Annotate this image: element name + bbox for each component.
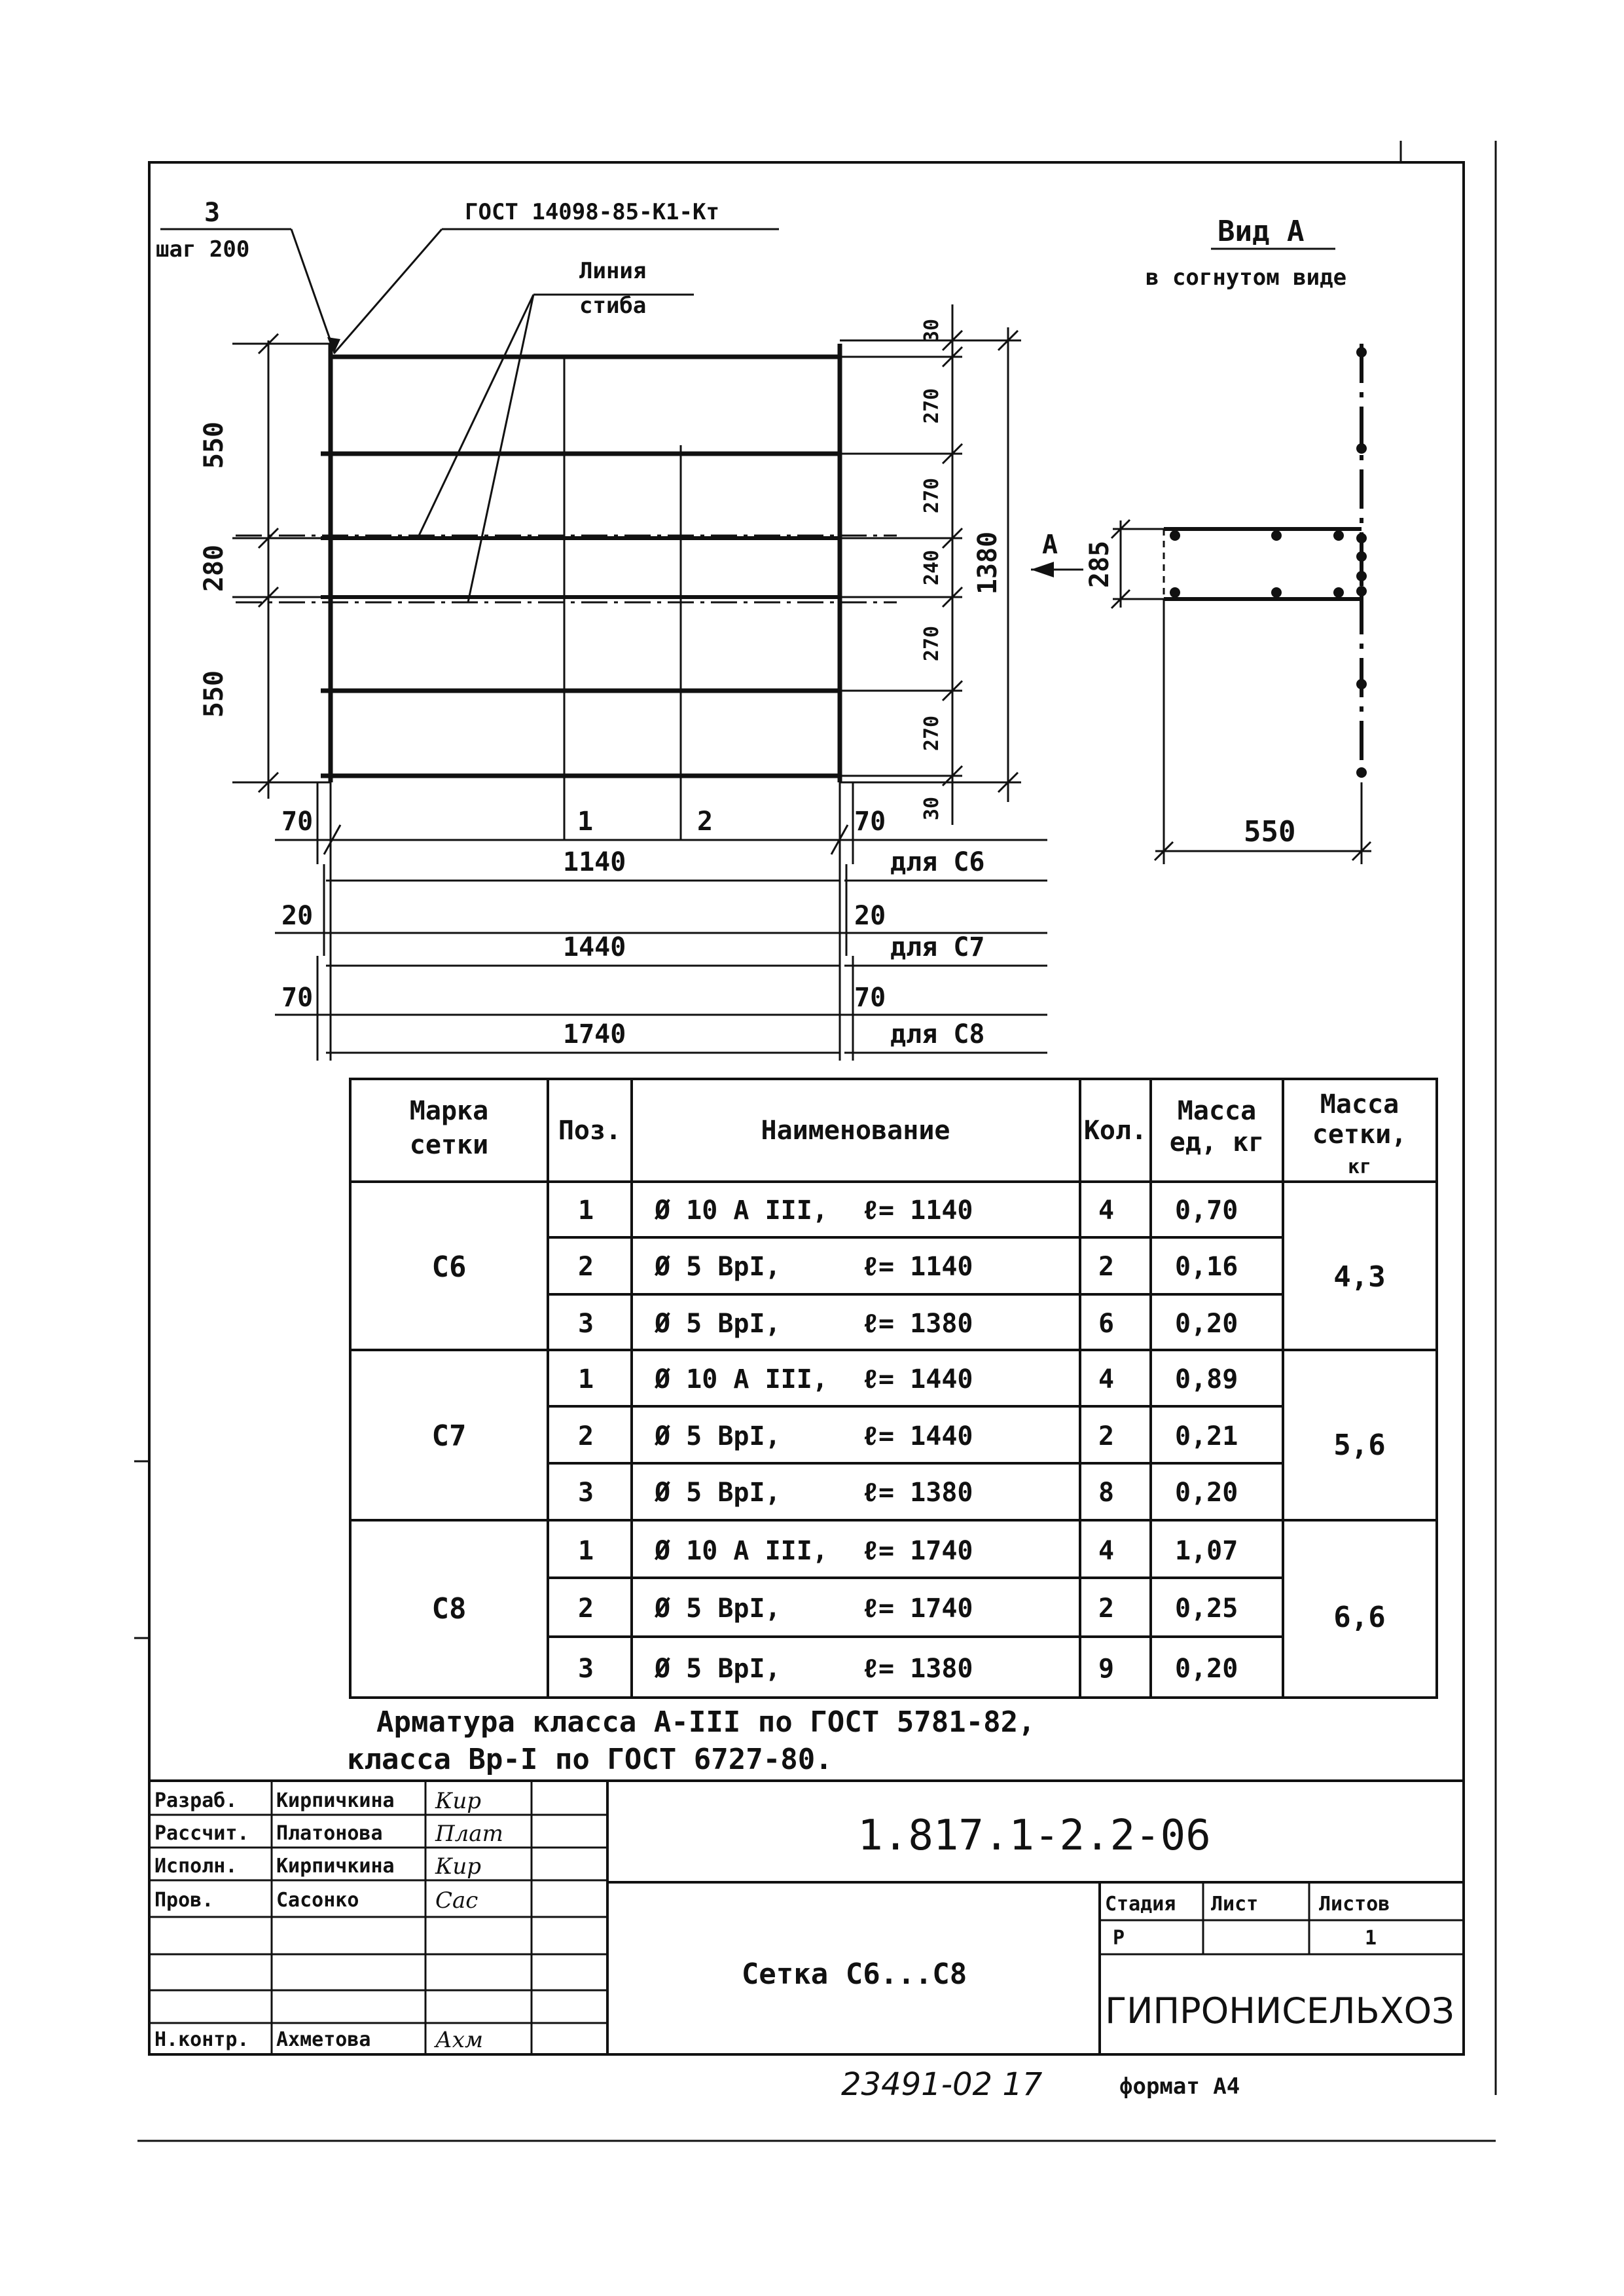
header-mass-mesh-2: сетки, [1312, 1120, 1407, 1150]
c7-row1-qty: 4 [1098, 1364, 1115, 1394]
c8-row1-unit: 1,07 [1175, 1536, 1238, 1566]
c7-row2-pos: 2 [577, 1421, 594, 1451]
c6-row3-pos: 3 [577, 1309, 594, 1339]
view-title: Вид А [1218, 215, 1305, 248]
c8-row1-qty: 4 [1098, 1536, 1115, 1566]
name-3: Кирпичкина [276, 1855, 395, 1878]
c6-row3-name: Ø 5 ВрI, [655, 1309, 781, 1339]
dim-right-7: 30 [920, 796, 943, 821]
dim-view-550: 550 [1244, 815, 1296, 848]
sheets-value: 1 [1365, 1927, 1377, 1950]
c6-row2-pos: 2 [577, 1252, 594, 1282]
header-mark-1: Марка [409, 1096, 489, 1126]
position-label-1: 1 [577, 807, 594, 837]
role-8: Н.контр. [154, 2028, 249, 2051]
width-row-3-margin-right: 70 [854, 983, 886, 1013]
group-c8-mass: 6,6 [1333, 1601, 1386, 1634]
dim-top-550: 550 [199, 421, 229, 469]
header-qty: Кол. [1083, 1116, 1147, 1146]
view-arrow [1031, 562, 1083, 577]
c8-row2-qty: 2 [1098, 1594, 1115, 1624]
role-3: Исполн. [154, 1855, 238, 1878]
c6-row3-unit: 0,20 [1175, 1309, 1238, 1339]
note-line-1: Арматура класса А-III по ГОСТ 5781-82, [376, 1705, 1036, 1739]
group-c8-mark: С8 [431, 1592, 467, 1626]
c7-row2-unit: 0,21 [1175, 1421, 1238, 1451]
group-c6-mark: С6 [431, 1250, 467, 1284]
width-row-3-label: для С8 [890, 1019, 985, 1049]
c7-row3-unit: 0,20 [1175, 1478, 1238, 1508]
sheet-label: Лист [1211, 1893, 1259, 1916]
inventory-number: 23491-02 17 [841, 2066, 1043, 2103]
c6-row1-len: ℓ= 1140 [863, 1195, 973, 1226]
bend-line-label-2: стиба [579, 293, 647, 319]
organization: ГИПРОНИСЕЛЬХОЗ [1105, 1990, 1454, 2032]
c8-row2-pos: 2 [577, 1594, 594, 1624]
c6-row2-unit: 0,16 [1175, 1252, 1238, 1282]
dim-right-6: 270 [920, 715, 943, 752]
c6-row2-len: ℓ= 1140 [863, 1252, 973, 1282]
sheets-label: Листов [1319, 1893, 1390, 1916]
callout-position-3: 3 [204, 198, 221, 228]
c6-row1-name: Ø 10 А III, [655, 1195, 828, 1226]
sheet-format: формат А4 [1119, 2073, 1240, 2100]
header-mark-2: сетки [409, 1130, 489, 1160]
signature-4: Сас [435, 1887, 478, 1914]
header-mass-mesh-1: Масса [1320, 1089, 1399, 1120]
bend-line-label-1: Линия [579, 258, 647, 284]
role-2: Рассчит. [154, 1822, 249, 1845]
dim-total-height: 1380 [973, 531, 1003, 595]
dim-right-5: 270 [920, 625, 943, 662]
c8-row2-unit: 0,25 [1175, 1594, 1238, 1624]
width-row-2-margin-right: 20 [854, 901, 886, 931]
c7-row3-qty: 8 [1098, 1478, 1115, 1508]
header-mass-mesh-3: кг [1347, 1156, 1372, 1178]
c7-row1-len: ℓ= 1440 [863, 1364, 973, 1394]
dim-right-3: 270 [920, 477, 943, 514]
name-2: Платонова [276, 1822, 383, 1845]
c6-row2-qty: 2 [1098, 1252, 1115, 1282]
group-c7-mass: 5,6 [1333, 1429, 1386, 1462]
view-arrow-label: А [1042, 530, 1058, 560]
role-1: Разраб. [154, 1789, 238, 1812]
c8-row2-name: Ø 5 ВрI, [655, 1594, 781, 1624]
left-dimension-chain [232, 334, 331, 799]
signature-2: Плат [435, 1821, 503, 1847]
dim-mid-280: 280 [199, 544, 229, 592]
c8-row3-pos: 3 [577, 1654, 594, 1684]
c8-row3-unit: 0,20 [1175, 1654, 1238, 1684]
c7-row2-name: Ø 5 ВрI, [655, 1421, 781, 1451]
group-c6-mass: 4,3 [1333, 1260, 1386, 1294]
bent-mesh-view [1111, 344, 1371, 864]
group-c7-mark: С7 [431, 1419, 467, 1453]
c7-row1-pos: 1 [577, 1364, 594, 1394]
c6-row3-qty: 6 [1098, 1309, 1115, 1339]
mesh-plan [236, 344, 897, 782]
signature-1: Кир [435, 1788, 481, 1814]
view-subtitle: в согнутом виде [1146, 264, 1347, 291]
header-name: Наименование [761, 1116, 950, 1146]
header-mass-unit-1: Масса [1177, 1096, 1257, 1126]
dim-bot-550: 550 [199, 670, 229, 718]
c8-row1-pos: 1 [577, 1536, 594, 1566]
c7-row1-unit: 0,89 [1175, 1364, 1238, 1394]
callout-step: шаг 200 [156, 236, 250, 263]
c7-row1-name: Ø 10 А III, [655, 1364, 828, 1394]
signature-3: Кир [435, 1853, 481, 1880]
c8-row2-len: ℓ= 1740 [863, 1594, 973, 1624]
name-8: Ахметова [276, 2028, 371, 2051]
width-row-1-margin-left: 70 [281, 807, 314, 837]
c8-row1-name: Ø 10 А III, [655, 1536, 828, 1566]
c7-row3-name: Ø 5 ВрI, [655, 1478, 781, 1508]
c8-row3-name: Ø 5 ВрI, [655, 1654, 781, 1684]
document-code: 1.817.1-2.2-06 [857, 1812, 1211, 1860]
c6-row2-name: Ø 5 ВрI, [655, 1252, 781, 1282]
width-row-1-length: 1140 [563, 847, 626, 877]
c8-row1-len: ℓ= 1740 [863, 1536, 973, 1566]
dim-view-285: 285 [1085, 540, 1115, 589]
c8-row3-qty: 9 [1098, 1654, 1115, 1684]
stage-label: Стадия [1105, 1893, 1176, 1916]
drawing-title: Сетка С6...С8 [741, 1958, 967, 1991]
width-row-3-margin-left: 70 [281, 983, 314, 1013]
width-row-1-label: для С6 [890, 847, 985, 877]
width-row-2-length: 1440 [563, 932, 626, 962]
position-label-2: 2 [697, 807, 713, 837]
header-pos: Поз. [558, 1116, 622, 1146]
width-row-1-margin-right: 70 [854, 807, 886, 837]
note-line-2: класса Вр-I по ГОСТ 6727-80. [347, 1743, 833, 1776]
stage-value: Р [1113, 1927, 1125, 1950]
signature-8: Ахм [435, 2027, 484, 2053]
c7-row3-len: ℓ= 1380 [863, 1478, 973, 1508]
c6-row1-unit: 0,70 [1175, 1195, 1238, 1226]
c8-row3-len: ℓ= 1380 [863, 1654, 973, 1684]
role-4: Пров. [154, 1889, 214, 1912]
c7-row2-qty: 2 [1098, 1421, 1115, 1451]
header-mass-unit-2: ед, кг [1169, 1127, 1265, 1157]
name-4: Сасонко [276, 1889, 359, 1912]
c6-row1-qty: 4 [1098, 1195, 1115, 1226]
dim-right-2: 270 [920, 388, 943, 424]
width-row-2-margin-left: 20 [281, 901, 314, 931]
callouts [160, 229, 779, 602]
dim-right-1: 30 [920, 318, 943, 343]
callout-gost: ГОСТ 14098-85-К1-Кт [465, 199, 719, 225]
c6-row1-pos: 1 [577, 1195, 594, 1226]
name-1: Кирпичкина [276, 1789, 395, 1812]
dim-right-4: 240 [920, 549, 943, 586]
c7-row3-pos: 3 [577, 1478, 594, 1508]
c6-row3-len: ℓ= 1380 [863, 1309, 973, 1339]
c7-row2-len: ℓ= 1440 [863, 1421, 973, 1451]
width-row-2-label: для С7 [890, 932, 985, 962]
width-row-3-length: 1740 [563, 1019, 626, 1049]
